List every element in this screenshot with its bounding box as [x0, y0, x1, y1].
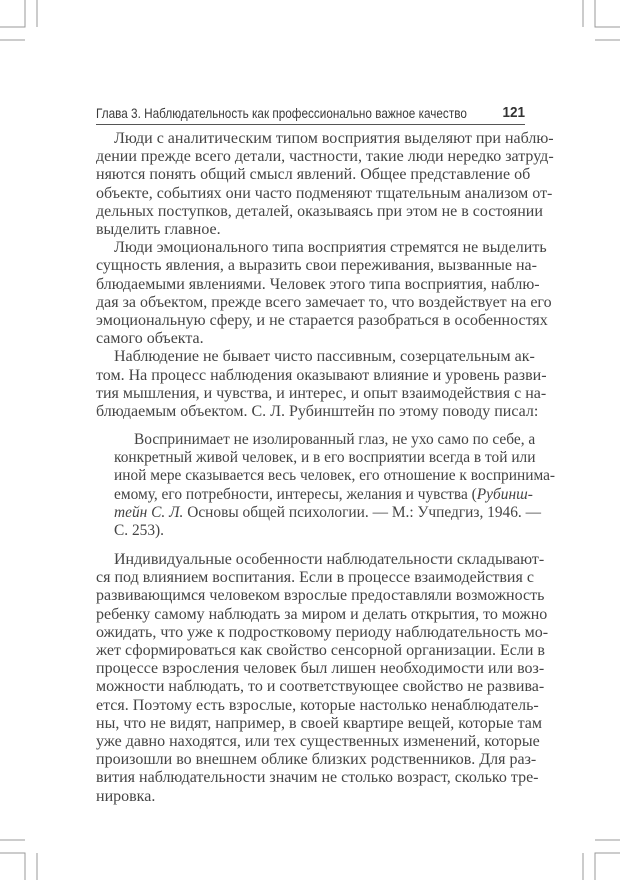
- quote-line: [114, 431, 536, 449]
- text-line: эмоциональную сферу, и не старается разобраться в особенностях: [96, 312, 548, 329]
- text-line: уже давно находятся, или тех существенных изменений, которые: [96, 733, 540, 750]
- text-line: ребенку самому наблюдать за миром и делать открытия, то можно: [96, 605, 548, 623]
- text-line: вития наблюдательности значим не столько возраст, сколько тре-: [96, 769, 539, 787]
- quote-text: иной мере сказывается весь человек, его отношение к воспринима-: [114, 467, 556, 485]
- quote-author: тейн С. Л.: [114, 503, 184, 521]
- text-line: том. На процесс наблюдения оказывают влияние и уровень разви-: [96, 366, 547, 384]
- text-line: Люди с аналитическим типом восприятия выделяют при наблю-: [114, 130, 554, 147]
- text-line: процессе взросления человек был лишен необходимости или воз-: [96, 660, 545, 678]
- text-line: можности наблюдать, то и соответствующее свойство не развива-: [96, 678, 545, 696]
- quote-author: Рубинш-: [476, 485, 533, 503]
- text-line: выделить главное.: [96, 221, 221, 238]
- text-line: ется. Поэтому есть взрослые, которые настолько ненаблюдатель-: [96, 696, 539, 714]
- text-line: блюдаемым объектом. С. Л. Рубинштейн по этому поводу писал:: [96, 403, 539, 420]
- quote-line: [114, 503, 542, 522]
- quote-line: С. 253).: [114, 522, 165, 539]
- text-line: объекте, событиях они часто подменяют тщательным анализом от-: [96, 184, 553, 202]
- quote-text: Воспринимает не изолированный глаз, не ухо само по себе, а: [134, 431, 536, 448]
- page-number: 121: [502, 104, 525, 121]
- text-line: дении прежде всего детали, частности, такие люди нередко затруд-: [96, 148, 554, 166]
- chapter-title: Глава 3. Наблюдательность как профессионально важное качество: [96, 105, 467, 121]
- quote-text: емому, его потребности, интересы, желания и чувства (: [114, 485, 477, 503]
- quote-line: [114, 449, 536, 467]
- text-line: няются понять общий смысл явлений. Общее представление об: [96, 166, 531, 184]
- text-line: Люди эмоционального типа восприятия стремятся не выделить: [114, 239, 547, 257]
- quote-text: конкретный живой человек, и в его восприятии всегда в той или: [114, 449, 536, 467]
- text-line: нировка.: [96, 787, 156, 805]
- text-line: тия мышления, и чувства, и интерес, и опыт взаимодействия с на-: [96, 384, 547, 402]
- text-line: блюдаемыми явлениями. Человек этого типа восприятия, наблю-: [96, 275, 540, 293]
- text-line: произошли во внешнем облике близких родственников. Для раз-: [96, 751, 537, 769]
- text-line: ны, что не видят, например, в своей квартире вещей, которые там: [96, 714, 542, 732]
- text-line: Наблюдение не бывает чисто пассивным, созерцательным ак-: [114, 348, 535, 366]
- text-line: дельных поступков, деталей, оказываясь при этом не в состоянии: [96, 202, 543, 220]
- text-line: жет сформироваться как свойство сенсорной организации. Если в: [96, 642, 545, 659]
- running-header: [96, 104, 525, 125]
- text-line: Индивидуальные особенности наблюдательности складывают-: [114, 551, 545, 568]
- text-line: развивающимся человеком взрослые предоставляли возможность: [96, 587, 545, 605]
- text-line: самого объекта.: [96, 330, 204, 348]
- quote-line: [114, 467, 556, 485]
- text-line: сущность явления, а выразить свои переживания, вызванные на-: [96, 257, 537, 275]
- text-line: ся под влиянием воспитания. Если в процессе взаимодействия с: [96, 569, 534, 587]
- quote-line: [114, 485, 533, 504]
- quote-source: Основы общей психологии. — М.: Учпедгиз, 1946. —: [183, 503, 542, 521]
- text-line: ожидать, что уже к подростковому периоду наблюдательность мо-: [96, 623, 549, 641]
- text-line: дая за объектом, прежде всего замечает то, что воздействует на его: [96, 293, 552, 311]
